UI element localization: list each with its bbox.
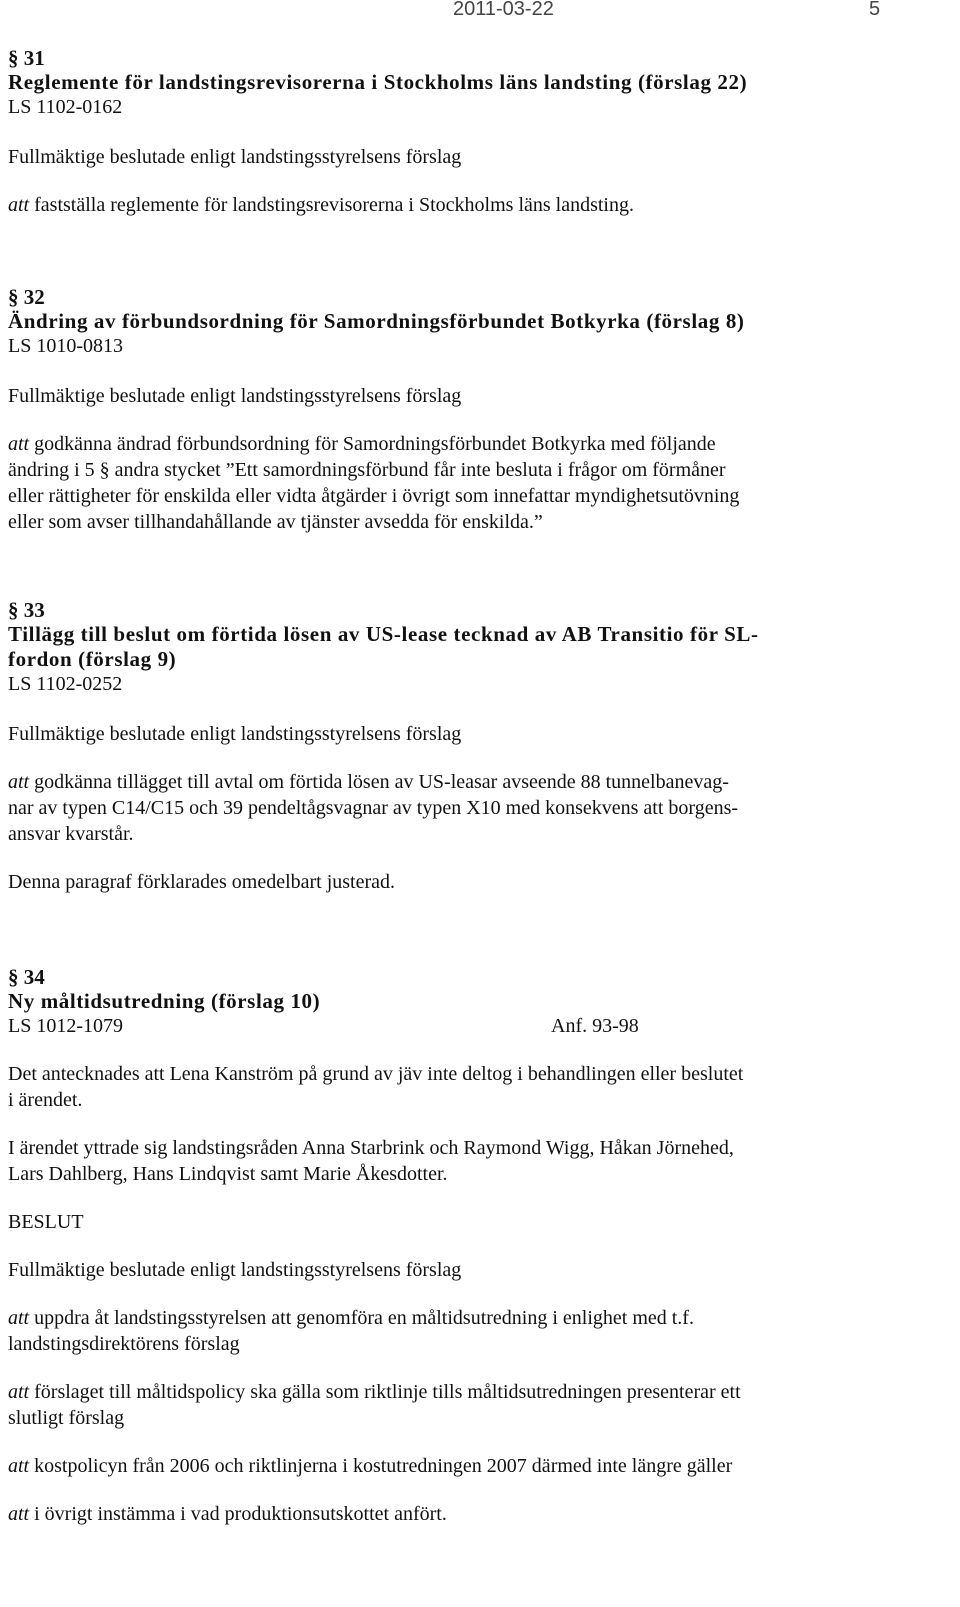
decision-text: kostpolicyn från 2006 och riktlinjerna i kostutredningen 2007 därmed inte längre gäller — [29, 1455, 733, 1477]
case-number: LS 1102-0162 — [8, 96, 123, 118]
att-keyword: att — [8, 1503, 30, 1525]
decision-item-3 — [8, 1453, 943, 1479]
section-32 — [8, 285, 943, 535]
speech-reference: Anf. 93-98 — [551, 1015, 639, 1037]
case-number: LS 1010-0813 — [8, 335, 123, 357]
decision-text-line-3: ansvar kvarstår. — [8, 823, 134, 845]
section-34 — [8, 965, 943, 1527]
decision-intro: Fullmäktige beslutade enligt landstingsstyrelsens förslag — [8, 146, 462, 168]
att-keyword: att — [8, 1381, 30, 1403]
section-31 — [8, 46, 943, 218]
page-number: 5 — [869, 0, 881, 20]
decision-text-line-2: nar av typen C14/C15 och 39 pendeltågsvagnar av typen X10 med konsekvens att borgens- — [8, 797, 739, 819]
decision-intro: Fullmäktige beslutade enligt landstingsstyrelsens förslag — [8, 385, 462, 407]
decision-text-line-1: godkänna ändrad förbundsordning för Samordningsförbundet Botkyrka med följande — [29, 433, 716, 455]
decision-text: i övrigt instämma i vad produktionsutskottet anfört. — [29, 1503, 447, 1525]
decision-text-line-1: uppdra åt landstingsstyrelsen att genomföra en måltidsutredning i enlighet med t.f. — [29, 1307, 694, 1329]
decision-item — [8, 192, 943, 218]
decision-heading: BESLUT — [8, 1211, 84, 1233]
disqualification-line-2: i ärendet. — [8, 1089, 83, 1111]
decision-text-line-3: eller rättigheter för enskilda eller vidta åtgärder i övrigt som innefattar myndighetsutövning — [8, 485, 740, 507]
decision-text-line-2: landstingsdirektörens förslag — [8, 1333, 240, 1355]
paragraph-number: § 31 — [8, 46, 45, 70]
att-keyword: att — [8, 433, 30, 455]
page-header — [0, 0, 960, 30]
paragraph-number: § 32 — [8, 285, 45, 309]
decision-text-line-2: slutligt förslag — [8, 1407, 125, 1429]
case-number-row — [8, 1014, 943, 1039]
decision-text-line-1: godkänna tillägget till avtal om förtida lösen av US-leasar avseende 88 tunnelbanevag- — [29, 771, 729, 793]
decision-text-line-2: ändring i 5 § andra stycket ”Ett samordningsförbund får inte besluta i frågor om förmåner — [8, 459, 726, 481]
decision-item — [8, 769, 943, 795]
paragraph-number: § 33 — [8, 598, 45, 622]
decision-item-4 — [8, 1501, 943, 1527]
paragraph-number: § 34 — [8, 965, 45, 989]
disqualification-line-1: Det antecknades att Lena Kanström på grund av jäv inte deltog i behandlingen eller beslutet — [8, 1063, 744, 1085]
section-title: Ny måltidsutredning (förslag 10) — [8, 989, 321, 1013]
header-date: 2011-03-22 — [453, 0, 554, 20]
att-keyword: att — [8, 771, 30, 793]
decision-text-line-1: förslaget till måltidspolicy ska gälla som riktlinje tills måltidsutredningen presenterar ett — [29, 1381, 741, 1403]
decision-intro: Fullmäktige beslutade enligt landstingsstyrelsens förslag — [8, 723, 462, 745]
decision-item-2 — [8, 1379, 943, 1405]
section-title: Ändring av förbundsordning för Samordningsförbundet Botkyrka (förslag 8) — [8, 309, 745, 333]
section-33 — [8, 598, 943, 895]
section-title: Reglemente för landstingsrevisorerna i Stockholms läns landsting (förslag 22) — [8, 70, 748, 94]
speakers-line-1: I ärendet yttrade sig landstingsråden Anna Starbrink och Raymond Wigg, Håkan Jörnehed, — [8, 1137, 734, 1159]
justification-note: Denna paragraf förklarades omedelbart justerad. — [8, 871, 396, 893]
case-number: LS 1012-1079 — [8, 1015, 123, 1037]
att-keyword: att — [8, 194, 30, 216]
case-number: LS 1102-0252 — [8, 673, 123, 695]
decision-item — [8, 431, 943, 457]
decision-item-1 — [8, 1305, 943, 1331]
section-title-line-1: Tillägg till beslut om förtida lösen av US-lease tecknad av AB Transitio för SL- — [8, 622, 759, 646]
decision-intro: Fullmäktige beslutade enligt landstingsstyrelsens förslag — [8, 1259, 462, 1281]
decision-text: fastställa reglemente för landstingsrevisorerna i Stockholms läns landsting. — [29, 194, 634, 216]
speakers-line-2: Lars Dahlberg, Hans Lindqvist samt Marie Åkesdotter. — [8, 1163, 448, 1185]
decision-text-line-4: eller som avser tillhandahållande av tjänster avsedda för enskilda.” — [8, 511, 543, 533]
att-keyword: att — [8, 1455, 30, 1477]
att-keyword: att — [8, 1307, 30, 1329]
section-title-line-2: fordon (förslag 9) — [8, 647, 177, 671]
